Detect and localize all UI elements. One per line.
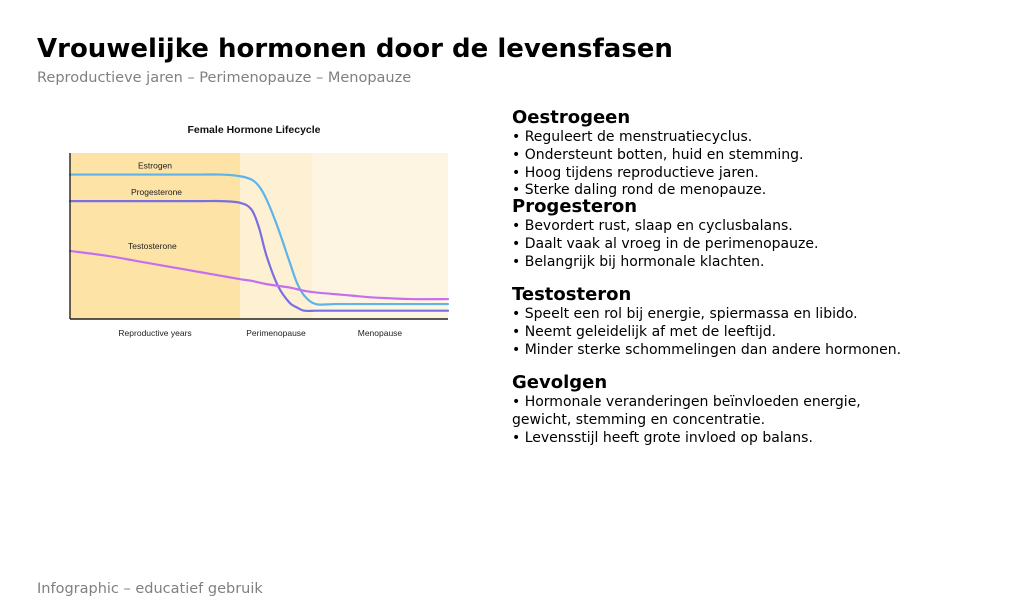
series-label: Progesterone: [131, 187, 183, 198]
page-subtitle: Reproductieve jaren – Perimenopauze – Menopauze: [37, 70, 412, 86]
section-gevolgen: [512, 372, 1012, 447]
page-title: Vrouwelijke hormonen door de levensfasen: [37, 34, 673, 64]
bullet-list: [512, 394, 1012, 447]
phase-band: [240, 153, 312, 319]
bullet-item: • Hoog tijdens reproductieve jaren.: [512, 164, 759, 181]
phase-band: [70, 153, 240, 319]
phase-label: Perimenopause: [246, 328, 306, 338]
section-oestrogeen: [512, 107, 1012, 200]
phase-labels: [118, 328, 402, 338]
bullet-item: • Speelt een rol bij energie, spiermassa en libido.: [512, 306, 858, 322]
bullet-item: • Bevordert rust, slaap en cyclusbalans.: [512, 218, 793, 234]
bullet-item: • Levensstijl heeft grote invloed op balans.: [512, 429, 813, 446]
section-heading: Gevolgen: [512, 372, 608, 393]
bullet-item: • Sterke daling rond de menopauze.: [512, 182, 767, 199]
phase-label: Menopause: [357, 328, 403, 338]
bullet-item: • Ondersteunt botten, huid en stemming.: [512, 146, 804, 163]
section-heading: Testosteron: [512, 284, 632, 305]
series-label: Estrogen: [138, 160, 173, 171]
section-heading: Oestrogeen: [512, 107, 631, 128]
chart-title: Female Hormone Lifecycle: [187, 124, 321, 136]
bullet-list: [512, 306, 1012, 359]
bullet-item: • Belangrijk bij hormonale klachten.: [512, 253, 765, 270]
page-footer: Infographic – educatief gebruik: [37, 581, 263, 597]
bullet-list: [512, 218, 1012, 271]
hormone-lifecycle-chart: [60, 112, 460, 348]
bullet-item: • Reguleert de menstruatiecyclus.: [512, 129, 753, 145]
section-testosteron: [512, 284, 1012, 359]
bullet-item: • Minder sterke schommelingen dan andere hormonen.: [512, 341, 902, 358]
bullet-item: • Neemt geleidelijk af met de leeftijd.: [512, 323, 777, 340]
bullet-list: [512, 129, 1012, 200]
phase-label: Reproductive years: [118, 328, 192, 338]
bullet-item: • Daalt vaak al vroeg in de perimenopauze.: [512, 235, 819, 252]
chart-svg: [60, 112, 460, 348]
section-progesteron: [512, 196, 1012, 271]
series-label: Testosterone: [128, 240, 177, 251]
bullet-item: • Hormonale veranderingen beïnvloeden energie, gewicht, stemming en concentratie.: [512, 394, 861, 428]
section-heading: Progesteron: [512, 196, 638, 217]
phase-bands: [70, 153, 448, 319]
